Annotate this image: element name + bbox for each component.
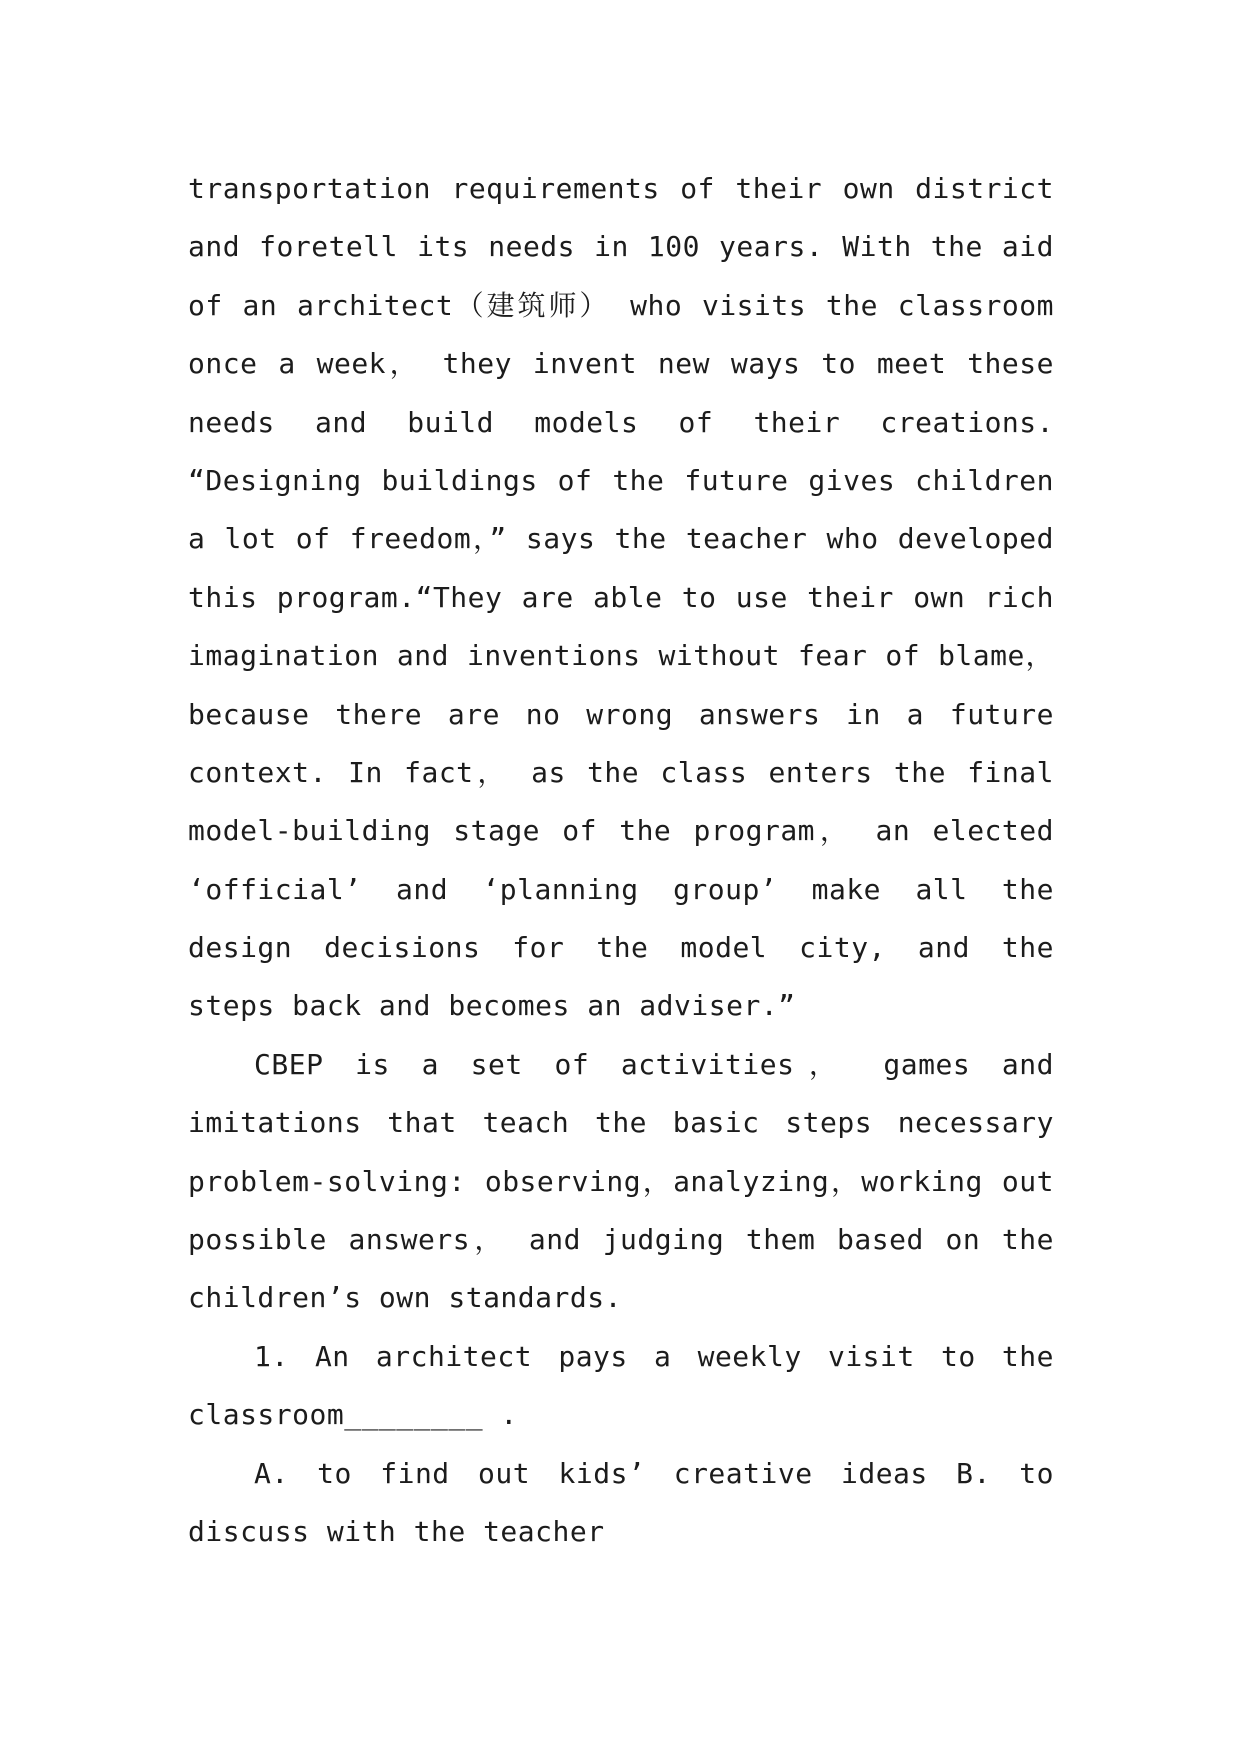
text-line: CBEP is a set of activities， games and: [254, 1047, 1054, 1081]
text-line: ‘official’ and ‘planning group’ make all the: [188, 872, 1054, 906]
text-line: once a week， they invent new ways to meet these: [188, 347, 1054, 381]
paragraph-continuation: [188, 160, 1054, 1036]
text-line: design decisions for the model city, and the: [188, 931, 1054, 965]
text-line: context. In fact， as the class enters the final: [188, 755, 1054, 789]
text-line: children’s own standards.: [188, 1281, 622, 1315]
text-line: discuss with the teacher: [188, 1514, 605, 1548]
text-line: a lot of freedom，” says the teacher who developed: [188, 522, 1054, 556]
text-line: “Designing buildings of the future gives children: [188, 463, 1054, 497]
text-line: steps back and becomes an adviser.”: [188, 989, 796, 1023]
text-line: A. to find out kids’ creative ideas B. to: [254, 1456, 1054, 1490]
document-body: [188, 160, 1054, 1561]
text-line: transportation requirements of their own district: [188, 172, 1054, 205]
text-line: and foretell its needs in 100 years. With the aid: [188, 230, 1054, 264]
text-line: imitations that teach the basic steps necessary: [188, 1106, 1054, 1140]
text-line: of an architect（建筑师） who visits the classroom: [188, 288, 1054, 322]
text-line: imagination and inventions without fear of blame，: [188, 639, 1054, 673]
text-line: problem-solving: observing，analyzing，working out: [188, 1164, 1054, 1198]
answer-options: [188, 1445, 1054, 1562]
text-line: possible answers， and judging them based on the: [188, 1223, 1054, 1257]
text-line: model-building stage of the program， an elected: [188, 814, 1054, 848]
paragraph-cbep: [188, 1036, 1054, 1328]
text-line: 1. An architect pays a weekly visit to the: [254, 1339, 1054, 1373]
text-line: because there are no wrong answers in a future: [188, 697, 1054, 731]
text-line: this program.“They are able to use their own rich: [188, 580, 1054, 614]
question-1: [188, 1328, 1054, 1445]
text-line: needs and build models of their creations.: [188, 405, 1054, 439]
text-line: classroom________ .: [188, 1398, 518, 1432]
